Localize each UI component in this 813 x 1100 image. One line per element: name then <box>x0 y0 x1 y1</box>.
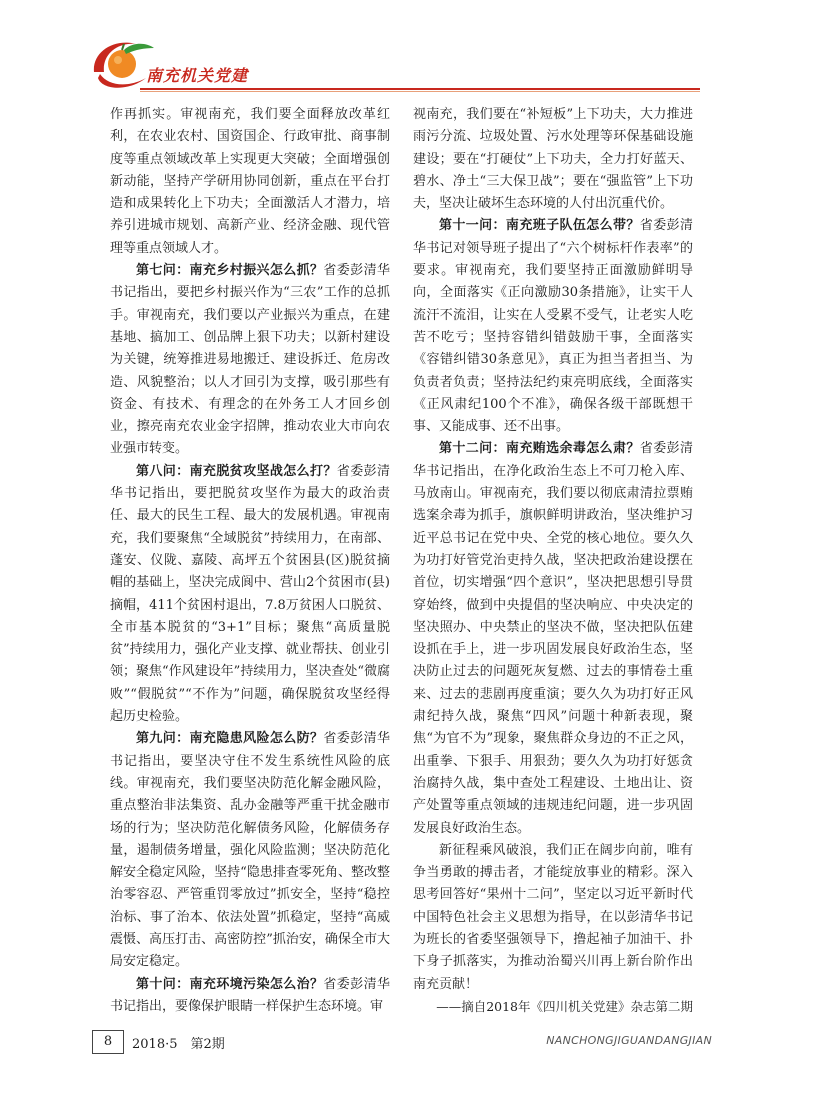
paragraph-text: 省委彭清华书记指出，要把脱贫攻坚作为最大的政治责任、最大的民生工程、最大的发展机遇。审视南充，我们要聚焦“全域脱贫”持续用力，在南部、蓬安、仪陇、嘉陵、高坪五个贫困县(区)脱贫摘帽的基础上，坚决完成阆中、营山2个贫困市(县)摘帽，411个贫困村退出，7.8万贫困人口脱贫、全市基本脱贫的“3+1”目标；聚焦“高质量脱贫”持续用力，强化产业支撑、就业帮扶、创业引领；聚焦“作风建设年”持续用力，坚决查处“微腐败”“假脱贫”“不作为”问题，确保脱贫攻坚经得起历史检验。 <box>110 463 390 725</box>
paragraph-text: 省委彭清华书记指出，在净化政治生态上不可刀枪入库、马放南山。审视南充，我们要以彻底肃清拉票贿选案余毒为抓手，旗帜鲜明讲政治，坚决维护习近平总书记在党中央、全党的核心地位。要久久为功打好管党治吏持久战，坚决把政治建设摆在首位，切实增强“四个意识”，坚决把思想引导贯穿始终，做到中央提倡的坚决响应、中央决定的坚决照办、中央禁止的坚决不做，坚决把队伍建设抓在手上，进一步巩固发展良好政治生态，坚决防止过去的问题死灰复燃、过去的事情卷土重来、过去的悲剧再度重演；要久久为功打好正风肃纪持久战，聚焦“四风”问题十种新表现，聚焦“为官不为”现象，聚焦群众身边的不正之风，出重拳、下狠手、用狠劲；要久久为功打好惩贪治腐持久战，集中查处工程建设、土地出让、资产处置等重点领域的违规违纪问题，进一步巩固发展良好政治生态。 <box>413 441 693 836</box>
question-heading: 第九问：南充隐患风险怎么防？ <box>136 731 324 747</box>
right-column <box>413 104 693 1018</box>
paragraph-text: 省委彭清华书记对领导班子提出了“六个树标杆作表率”的要求。审视南充，我们要坚持正面激励鲜明导向，全面落实《正向激励30条措施》，让实干人流汗不流泪，让实在人受累不受气，让老实人吃苦不吃亏；坚持容错纠错鼓励干事，全面落实《容错纠错30条意见》，真正为担当者担当、为负责者负责；坚持法纪约束亮明底线，全面落实《正风肃纪100个不准》，确保各级干部既想干事、又能成事、还不出事。 <box>413 218 693 435</box>
paragraph <box>110 104 390 260</box>
page-footer <box>92 1030 712 1060</box>
paragraph-text: 视南充，我们要在“补短板”上下功夫，大力推进雨污分流、垃圾处置、污水处理等环保基础设施建设；要在“打硬仗”上下功夫，全力打好蓝天、碧水、净土“三大保卫战”；要在“强监管”上下功夫，坚决让破坏生态环境的人付出沉重代价。 <box>413 107 693 212</box>
paragraph <box>413 840 693 996</box>
paragraph <box>413 438 693 839</box>
paragraph-text: 新征程乘风破浪，我们正在阔步向前，唯有争当勇敢的搏击者，才能绽放事业的精彩。深入思考回答好“果州十二问”，坚定以习近平新时代中国特色社会主义思想为指导，在以彭清华书记为班长的省委坚强领导下，撸起袖子加油干、扑下身子抓落实，为推动治蜀兴川再上新台阶作出南充贡献！ <box>413 842 693 992</box>
paragraph <box>110 461 390 729</box>
issue-label: 2018·5 第2期 <box>132 1037 225 1052</box>
page-header <box>0 0 813 100</box>
page-number: 8 <box>92 1030 124 1054</box>
header-rule-thin <box>140 91 700 92</box>
paragraph <box>110 728 390 973</box>
question-heading: 第十一问：南充班子队伍怎么带？ <box>439 218 640 234</box>
source-note: ——摘自2018年《四川机关党建》杂志第二期 <box>436 998 693 1014</box>
paragraph <box>110 974 390 1019</box>
question-heading: 第十问：南充环境污染怎么治？ <box>136 976 324 992</box>
paragraph-text: 省委彭清华书记指出，要像保护眼睛一样保护生态环境。审 <box>110 976 390 1014</box>
paragraph <box>413 215 693 438</box>
english-title: NANCHONGJIGUANDANGJIAN <box>546 1034 712 1047</box>
question-heading: 第八问：南充脱贫攻坚战怎么打？ <box>136 463 337 479</box>
question-heading: 第十二问：南充贿选余毒怎么肃？ <box>439 441 640 457</box>
brand-title: 南充机关党建 <box>146 66 249 85</box>
paragraph <box>110 260 390 461</box>
left-column <box>110 104 390 1018</box>
header-rule <box>140 88 700 90</box>
paragraph-text: 省委彭清华书记指出，要坚决守住不发生系统性风险的底线。审视南充，我们要坚决防范化解金融风险，重点整治非法集资、乱办金融等严重干扰金融市场的行为；坚决防范化解债务风险，化解债务存量，遏制债务增量，强化风险监测；坚决防范化解安全稳定风险，坚持“隐患排查零死角、整改整治零容忍、严管重罚零放过”抓安全，坚持“稳控治标、事了治本、依法处置”抓稳定，坚持“高威震慑、高压打击、高密防控”抓治安，确保全市大局安定稳定。 <box>110 731 390 970</box>
paragraph-text: 作再抓实。审视南充，我们要全面释放改革红利，在农业农村、国资国企、行政审批、商事制度等重点领域改革上实现更大突破；全面增强创新动能，坚持产学研用协同创新，重点在平台打造和成果转化上下功夫；全面激活人才潜力，培养引进城市规划、高新产业、经济金融、现代管理等重点领域人才。 <box>110 107 390 256</box>
paragraph <box>413 104 693 215</box>
paragraph-text: 省委彭清华书记指出，要把乡村振兴作为“三农”工作的总抓手。审视南充，我们要以产业振兴为重点，在建基地、搞加工、创品牌上狠下功夫；以新村建设为关键，统筹推进易地搬迁、建设拆迁、危房改造、风貌整治；以人才回引为支撑，吸引那些有资金、有技术、有理念的在外务工人才回乡创业，擦亮南充农业金字招牌，推动农业大市向农业强市转变。 <box>110 263 390 457</box>
question-heading: 第七问：南充乡村振兴怎么抓？ <box>136 263 324 279</box>
